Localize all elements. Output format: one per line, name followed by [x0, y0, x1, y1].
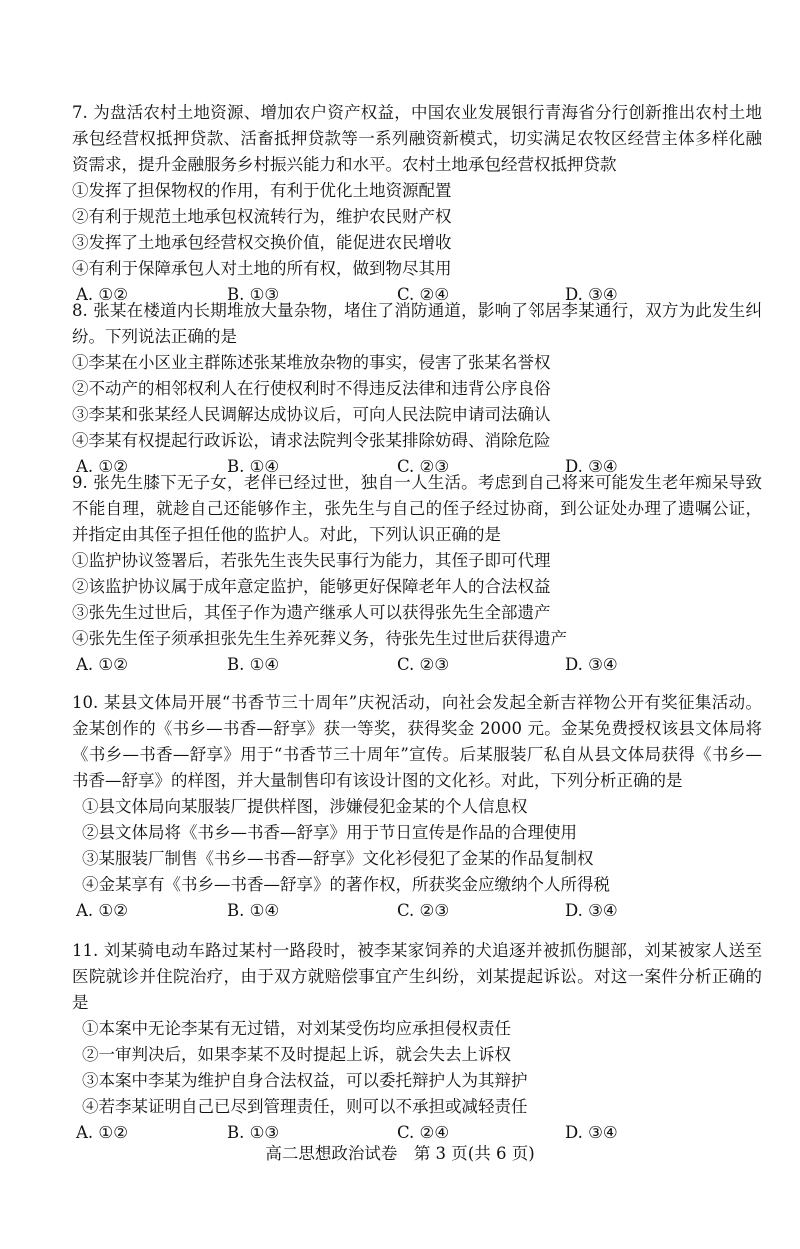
statement-4: ④若李某证明自己已尽到管理责任，则可以不承担或减轻责任 — [82, 1097, 528, 1116]
question-stem: 9. 张先生膝下无子女，老伴已经过世，独自一人生活。考虑到自己将来可能发生老年痴呆导致不能自理，就趁自己还能够作主，张先生与自己的侄子经过协商，到公证处办理了遗嘱公证，并指定由其侄子担任他的监护人。对此，下列认识正确的是 — [72, 473, 762, 544]
question-stem: 10. 某县文体局开展“书香节三十周年”庆祝活动，向社会发起全新吉祥物公开有奖征集活动。金某创作的《书乡—书香—舒享》获一等奖，获得奖金 2000 元。金某免费授权该县文体局将《书乡—书香—舒享》用于“书香节三十周年”宣传。后某服装厂私自从县文体局获得《书乡—书香—舒享》的样图，并大量制售印有该设计图的文化衫。对此，下列分析正确的是 — [72, 693, 762, 790]
statement-1: ①本案中无论李某有无过错，对刘某受伤均应承担侵权责任 — [82, 1019, 511, 1038]
page-footer: 高二思想政治试卷 第 3 页(共 6 页) — [265, 1144, 535, 1163]
answer-choices — [72, 898, 762, 924]
choice-c: C. ②④ — [397, 285, 450, 304]
question-8 — [72, 298, 762, 480]
question-9 — [72, 470, 762, 678]
choice-b: B. ①③ — [227, 285, 280, 304]
choice-a: A. ①② — [76, 285, 128, 304]
statement-1: ①县文体局向某服装厂提供样图，涉嫌侵犯金某的个人信息权 — [82, 797, 528, 816]
choice-c: C. ②③ — [397, 901, 450, 920]
choice-d: D. ③④ — [565, 1123, 618, 1142]
statement-4: ④李某有权提起行政诉讼，请求法院判令张某排除妨碍、消除危险 — [72, 431, 551, 450]
choice-c: C. ②③ — [397, 457, 450, 476]
choice-d: D. ③④ — [565, 901, 618, 920]
statement-2: ②不动产的相邻权利人在行使权利时不得违反法律和违背公序良俗 — [72, 379, 551, 398]
statement-3: ③某服装厂制售《书乡—书香—舒享》文化衫侵犯了金某的作品复制权 — [82, 849, 594, 868]
statement-4: ④张先生侄子须承担张先生生养死葬义务，待张先生过世后获得遗产 — [72, 629, 567, 648]
statement-2: ②有利于规范土地承包权流转行为，维护农民财产权 — [72, 207, 452, 226]
statement-2: ②县文体局将《书乡—书香—舒享》用于节日宣传是作品的合理使用 — [82, 823, 577, 842]
choice-c: C. ②③ — [397, 655, 450, 674]
statement-3: ③张先生过世后，其侄子作为遗产继承人可以获得张先生全部遗产 — [72, 603, 551, 622]
choice-d: D. ③④ — [565, 285, 618, 304]
question-7 — [72, 100, 762, 308]
question-stem: 11. 刘某骑电动车路过某村一路段时，被李某家饲养的犬追逐并被抓伤腿部，刘某被家人送至医院就诊并住院治疗，由于双方就赔偿事宜产生纠纷，刘某提起诉讼。对这一案件分析正确的是 — [72, 941, 762, 1012]
statement-4: ④金某享有《书乡—书香—舒享》的著作权，所获奖金应缴纳个人所得税 — [82, 875, 610, 894]
choice-c: C. ②④ — [397, 1123, 450, 1142]
statement-3: ③发挥了土地承包经营权交换价值，能促进农民增收 — [72, 233, 452, 252]
choice-a: A. ①② — [76, 457, 128, 476]
choice-b: B. ①④ — [227, 655, 280, 674]
statement-1: ①李某在小区业主群陈述张某堆放杂物的事实，侵害了张某名誉权 — [72, 353, 551, 372]
choice-b: B. ①④ — [227, 457, 280, 476]
choice-b: B. ①④ — [227, 901, 280, 920]
statement-2: ②一审判决后，如果李某不及时提起上诉，就会失去上诉权 — [82, 1045, 511, 1064]
statement-2: ②该监护协议属于成年意定监护，能够更好保障老年人的合法权益 — [72, 577, 551, 596]
choice-a: A. ①② — [76, 1123, 128, 1142]
statement-4: ④有利于保障承包人对土地的所有权，做到物尽其用 — [72, 259, 452, 278]
statement-1: ①发挥了担保物权的作用，有利于优化土地资源配置 — [72, 181, 452, 200]
statement-3: ③本案中李某为维护自身合法权益，可以委托辩护人为其辩护 — [82, 1071, 528, 1090]
statement-3: ③李某和张某经人民调解达成协议后，可向人民法院申请司法确认 — [72, 405, 551, 424]
choice-d: D. ③④ — [565, 655, 618, 674]
question-stem: 7. 为盘活农村土地资源、增加农户资产权益，中国农业发展银行青海省分行创新推出农村土地承包经营权抵押贷款、活畜抵押贷款等一系列融资新模式，切实满足农牧区经营主体多样化融资需求，提升金融服务乡村振兴能力和水平。农村土地承包经营权抵押贷款 — [72, 103, 762, 174]
choice-a: A. ①② — [76, 655, 128, 674]
statement-1: ①监护协议签署后，若张先生丧失民事行为能力，其侄子即可代理 — [72, 551, 551, 570]
choice-d: D. ③④ — [565, 457, 618, 476]
question-stem: 8. 张某在楼道内长期堆放大量杂物，堵住了消防通道，影响了邻居李某通行，双方为此发生纠纷。下列说法正确的是 — [72, 301, 762, 346]
question-11 — [72, 938, 762, 1146]
choice-a: A. ①② — [76, 901, 128, 920]
answer-choices — [72, 652, 762, 678]
choice-b: B. ①③ — [227, 1123, 280, 1142]
question-10 — [72, 690, 762, 924]
